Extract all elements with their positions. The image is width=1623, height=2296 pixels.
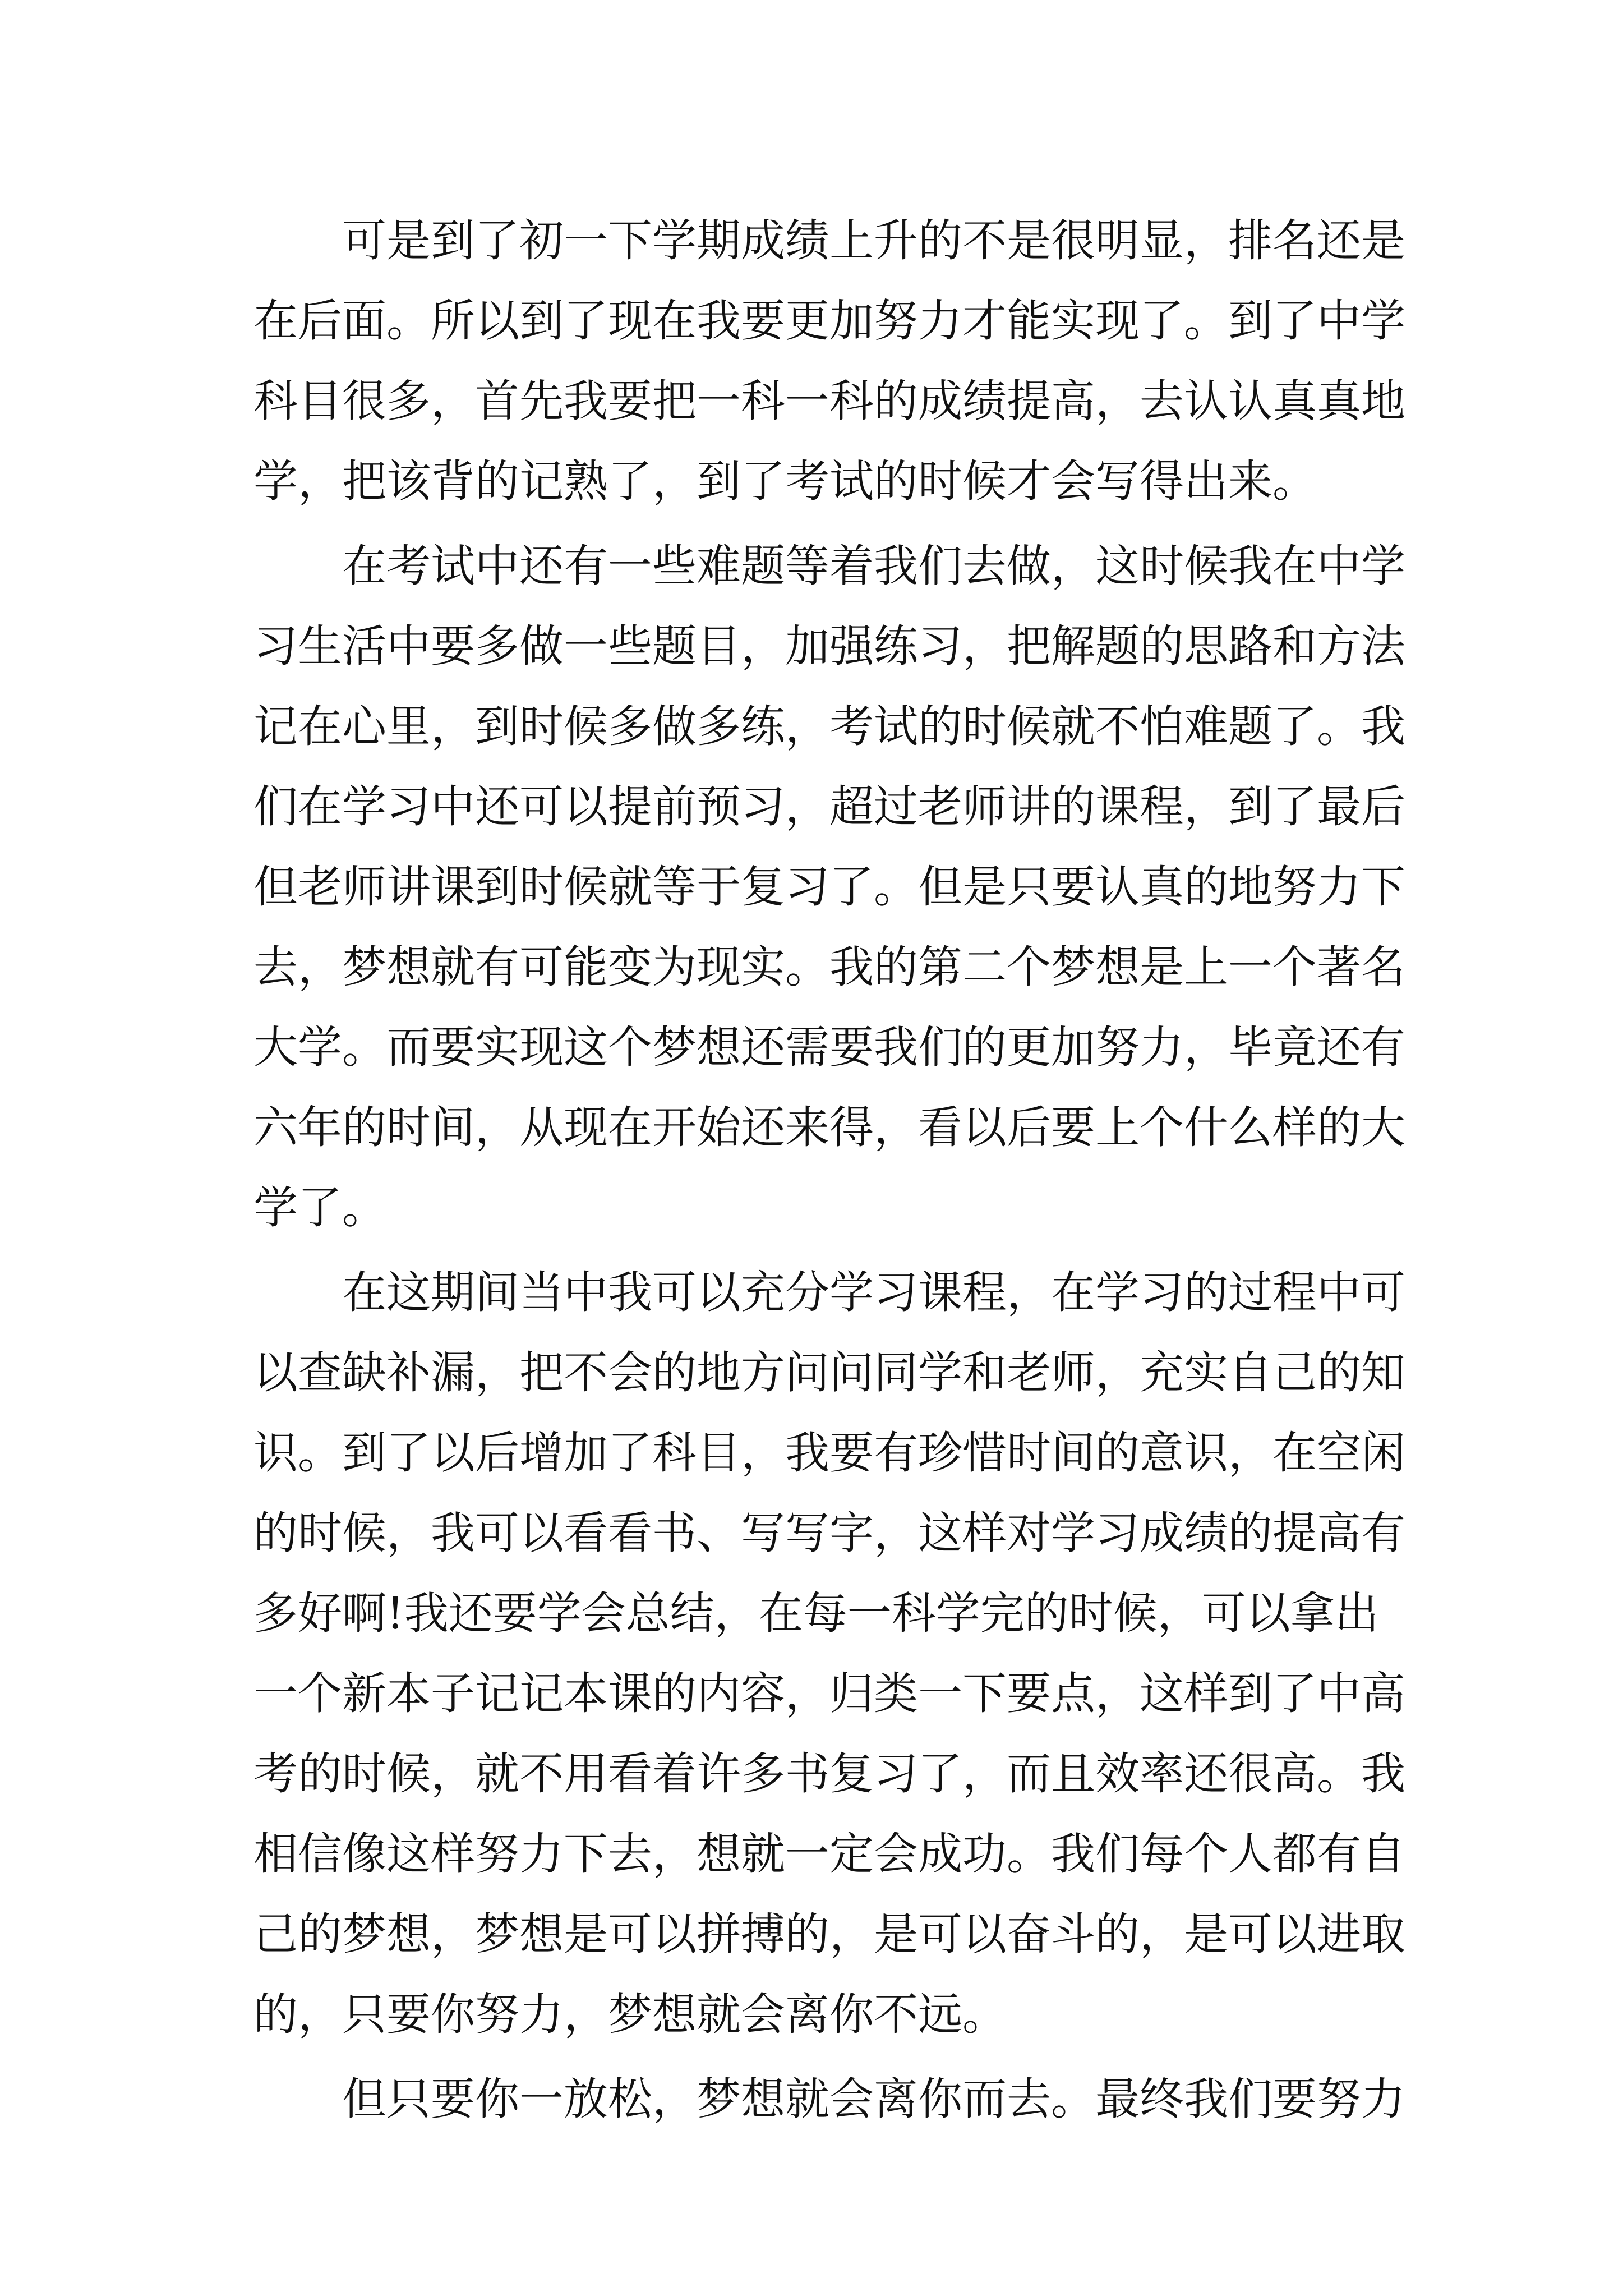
text-line: 但只要你一放松，梦想就会离你而去。最终我们要努力 (342, 2073, 1405, 2125)
text-line: 学，把该背的记熟了，到了考试的时候才会写得出来。 (253, 455, 1317, 507)
text-line: 科目很多，首先我要把一科一科的成绩提高，去认认真真地 (253, 375, 1405, 427)
text-line: 去，梦想就有可能变为现实。我的第二个梦想是上一个著名 (253, 941, 1405, 993)
text-line: 大学。而要实现这个梦想还需要我们的更加努力，毕竟还有 (253, 1022, 1405, 1073)
text-line: 在这期间当中我可以充分学习课程，在学习的过程中可 (342, 1267, 1405, 1318)
text-line: 在后面。所以到了现在我要更加努力才能实现了。到了中学 (253, 295, 1405, 347)
paragraph-gap (253, 2055, 1375, 2059)
paragraph-2 (253, 526, 1405, 1248)
paragraph-gap (253, 1248, 1375, 1253)
text-line: 习生活中要多做一些题目，加强练习，把解题的思路和方法 (253, 620, 1405, 672)
paragraph-3 (253, 1253, 1405, 2055)
text-line: 以查缺补漏，把不会的地方问问同学和老师，充实自己的知 (253, 1347, 1405, 1398)
text-line: 六年的时间，从现在开始还来得，看以后要上个什么样的大 (253, 1102, 1405, 1153)
paragraph-gap (253, 522, 1375, 526)
text-line: 考的时候，就不用看着许多书复习了，而且效率还很高。我 (253, 1748, 1405, 1800)
text-line: 们在学习中还可以提前预习，超过老师讲的课程，到了最后 (253, 781, 1405, 832)
text-line: 的，只要你努力，梦想就会离你不远。 (253, 1989, 1007, 2040)
text-line: 识。到了以后增加了科目，我要有珍惜时间的意识，在空闲 (253, 1427, 1405, 1479)
text-line: 记在心里，到时候多做多练，考试的时候就不怕难题了。我 (253, 701, 1405, 752)
text-line: 学了。 (253, 1182, 386, 1234)
text-line: 相信像这样努力下去，想就一定会成功。我们每个人都有自 (253, 1828, 1405, 1880)
paragraph-4 (253, 2059, 1405, 2139)
text-line: 的时候，我可以看看书、写写字，这样对学习成绩的提高有 (253, 1507, 1405, 1559)
body-text (253, 201, 1405, 2139)
text-line: 但老师讲课到时候就等于复习了。但是只要认真的地努力下 (253, 861, 1405, 913)
text-line: 一个新本子记记本课的内容，归类一下要点，这样到了中高 (253, 1668, 1405, 1719)
paragraph-1 (253, 201, 1405, 522)
text-line: 己的梦想，梦想是可以拼搏的，是可以奋斗的，是可以进取 (253, 1908, 1405, 1960)
text-line: 在考试中还有一些难题等着我们去做，这时候我在中学 (342, 540, 1405, 592)
text-line: 多好啊!我还要学会总结，在每一科学完的时候，可以拿出 (253, 1588, 1379, 1639)
text-line: 可是到了初一下学期成绩上升的不是很明显，排名还是 (342, 215, 1405, 266)
